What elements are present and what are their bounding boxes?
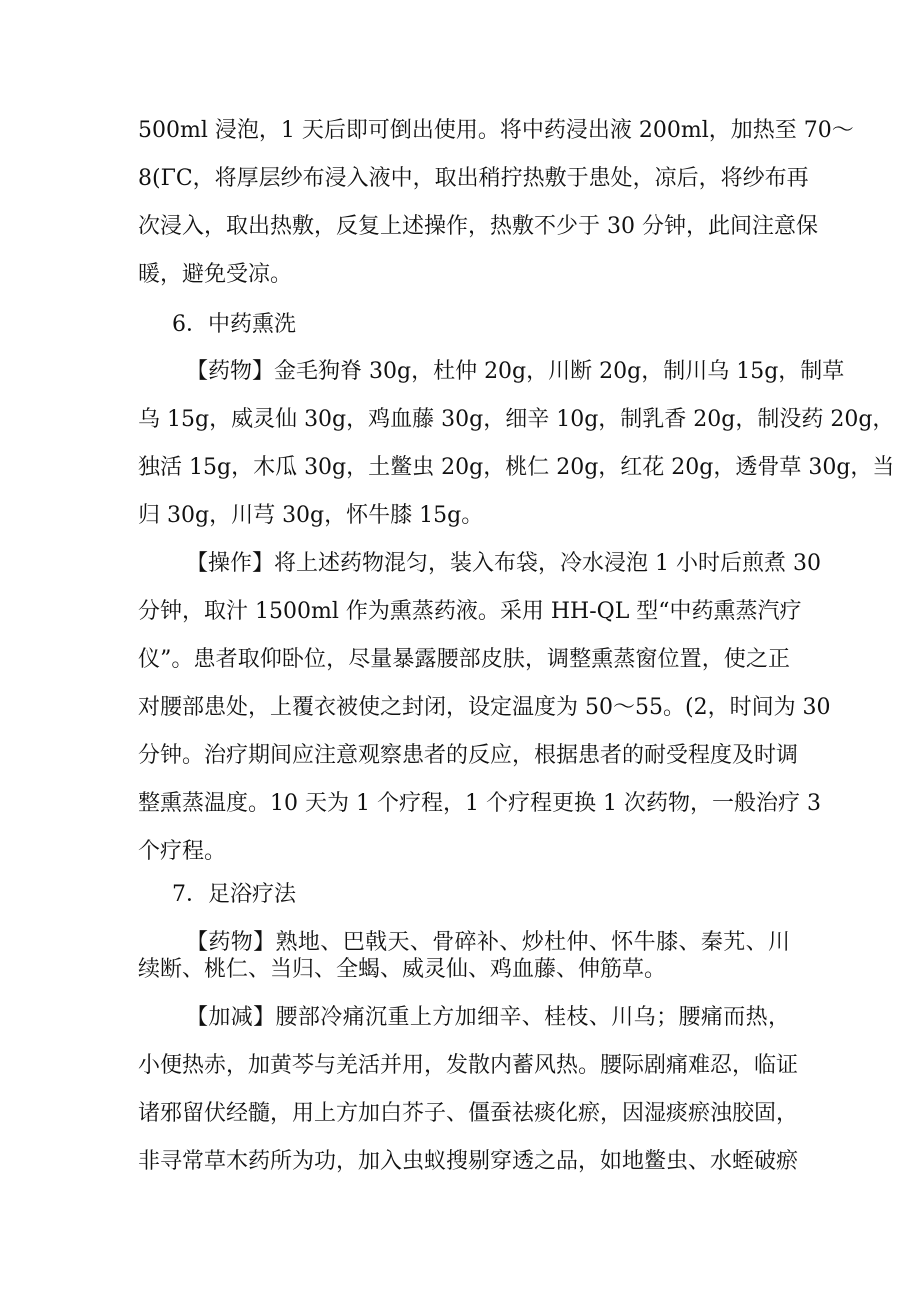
text-line: 小便热赤，加黄芩与羌活并用，发散内蓄风热。腰际剧痛难忍，临证 — [138, 1053, 799, 1078]
text-line: 【操作】将上述药物混匀，装入布袋，冷水浸泡 1 小时后煎煮 30 — [186, 551, 821, 576]
section-heading: 6．中药熏洗 — [172, 312, 296, 337]
text-line: 【药物】熟地、巴戟天、骨碎补、炒杜仲、怀牛膝、秦艽、川 — [186, 930, 790, 955]
text-line: 非寻常草木药所为功，加入虫蚁搜剔穿透之品，如地鳖虫、水蛭破瘀 — [138, 1149, 799, 1174]
text-line: 8(ΓC，将厚层纱布浸入液中，取出稍拧热敷于患处，凉后，将纱布再 — [138, 166, 809, 191]
text-line: 归 30g，川芎 30g，怀牛膝 15g。 — [138, 503, 484, 528]
text-line: 续断、桃仁、当归、全蝎、威灵仙、鸡血藤、伸筋草。 — [138, 957, 667, 982]
text-line: 暖，避免受凉。 — [138, 262, 293, 287]
text-line: 独活 15g，木瓜 30g，土鳖虫 20g，桃仁 20g，红花 20g，透骨草 30g，当 — [138, 455, 895, 480]
text-line: 分钟，取汁 1500ml 作为熏蒸药液。采用 HH-QL 型“中药熏蒸汽疗 — [138, 599, 802, 624]
text-line: 分钟。治疗期间应注意观察患者的反应，根据患者的耐受程度及时调 — [138, 743, 799, 768]
text-line: 整熏蒸温度。10 天为 1 个疗程，1 个疗程更换 1 次药物，一般治疗 3 — [138, 791, 821, 816]
text-line: 次浸入，取出热敷，反复上述操作，热敷不少于 30 分钟，此间注意保 — [138, 214, 818, 239]
text-line: 乌 15g，威灵仙 30g，鸡血藤 30g，细辛 10g，制乳香 20g，制没药 20g， — [138, 407, 895, 432]
section-heading: 7．足浴疗法 — [172, 882, 296, 907]
text-line: 个疗程。 — [138, 839, 227, 864]
text-line: 诸邪留伏经髓，用上方加白芥子、僵蚕祛痰化瘀，因湿痰瘀浊胶固， — [138, 1101, 799, 1126]
text-line: 仪”。患者取仰卧位，尽量暴露腰部皮肤，调整熏蒸窗位置，使之正 — [138, 647, 790, 672]
text-line: 【药物】金毛狗脊 30g，杜仲 20g，川断 20g，制川乌 15g，制草 — [186, 359, 845, 384]
text-line: 【加减】腰部冷痛沉重上方加细辛、桂枝、川乌；腰痛而热， — [186, 1005, 790, 1030]
text-line: 对腰部患处，上覆衣被使之封闭，设定温度为 50～55。(2，时间为 30 — [138, 695, 831, 720]
text-line: 500ml 浸泡，1 天后即可倒出使用。将中药浸出液 200ml，加热至 70～ — [138, 118, 854, 143]
